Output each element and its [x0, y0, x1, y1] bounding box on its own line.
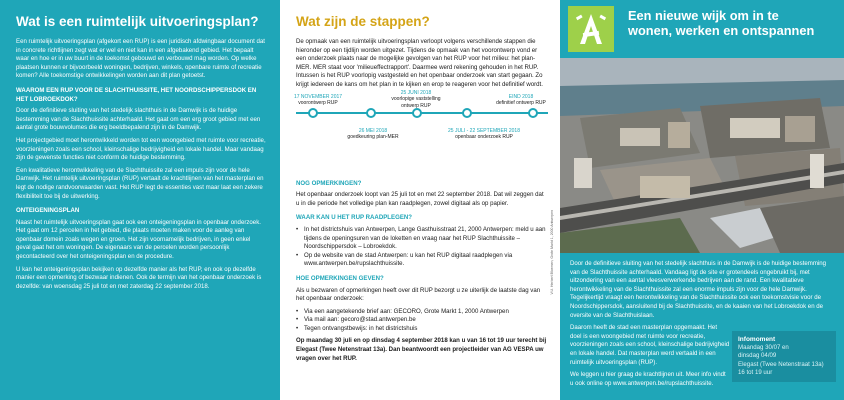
- panel1-plan-2: U kan het onteigeningsplan bekijken op dezelfde manier als het RUP, en ook op dezelfde manier een opmerking of bezwaar indienen. Ook de termijn van het openbaar onderzoek is dezelfde: van woensdag 25 juli tot en met zaterdag 22 september 2018.: [16, 265, 262, 290]
- panel2-title: Wat zijn de stappen?: [296, 14, 430, 29]
- timeline-line: [296, 112, 548, 114]
- panel3-title-line1: Een nieuwe wijk om in te: [628, 8, 779, 23]
- panel1-title: Wat is een ruimtelijk uitvoeringsplan?: [16, 14, 259, 29]
- panel1-heading-plan: ONTEIGENINGSPLAN: [16, 207, 80, 215]
- panel3-title-line2: wonen, werken en ontspannen: [628, 23, 815, 38]
- panel2-remarks: Het openbaar onderzoek loopt van 25 juli tot en met 22 september 2018. Dat wil zeggen dat u in die periode het volledige plan kan raadplegen, zowel digitaal als op papier.: [296, 191, 544, 207]
- how-item-mail: • Via mail aan: gecoro@stad.antwerpen.be: [296, 316, 548, 325]
- timeline-dot-1: [308, 108, 318, 118]
- timeline-step-4: [342, 128, 404, 141]
- timeline: [293, 89, 548, 174]
- panel2-heading-how: HOE OPMERKINGEN GEVEN?: [296, 274, 384, 282]
- how-list: [296, 308, 548, 334]
- timeline-dot-4: [462, 108, 472, 118]
- timeline-dot-3: [412, 108, 422, 118]
- panel-steps: [280, 0, 560, 400]
- timeline-step-3-date: EIND 2018: [508, 93, 534, 100]
- panel3-body-2: Daarom heeft de stad een masterplan opgemaakt. Het doel is een woongebied met ruimte voor recreatie, voorzieningen zoals een school, kleinschalige bedrijvigheid en lokale handel. Dat masterplan werd vertaald in een ruimtelijk uitvoeringsplan (RUP).: [570, 324, 730, 366]
- panel1-heading-why: WAAROM EEN RUP VOOR DE SLACHTHUISSITE, HET NOORDSCHIPPERSDOK EN HET LOBROEKDOK?: [16, 86, 257, 103]
- timeline-step-4-date: 26 MEI 2018: [358, 127, 388, 134]
- panel3-body: [560, 253, 844, 388]
- panel2-heading-where: WAAR KAN U HET RUP RAADPLEGEN?: [296, 214, 413, 222]
- panel2-intro: De opmaak van een ruimtelijk uitvoeringsplan verloopt volgens verschillende stappen die hieronder op een tijdlijn worden uitgezet. Tijdens de opmaak van het voorontwerp vond er een onderzoek plaats naar de mogelijke gevolgen van het RUP voor het milieu: het plan-MER. MER staat voor 'milieueffectrapport'. Daarmee werd rekening gehouden in het RUP. Intussen is het RUP voorlopig vastgesteld en het openbaar onderzoek van start gegaan. Zo krijgt iedereen de kans om het plan in te kijken en erop te reageren voor het definitief wordt.: [296, 38, 543, 88]
- panel3-header: [560, 0, 844, 58]
- timeline-step-1: [290, 94, 346, 107]
- infomoment-title: Infomoment: [738, 336, 776, 343]
- aerial-photo: [560, 58, 844, 253]
- infomoment-line-1: Maandag 30/07 en: [738, 344, 789, 351]
- panel1-plan-1: Naast het ruimtelijk uitvoeringsplan gaat ook een onteigeningsplan in openbaar onderzoek. Het gaat om 12 percelen in het gebied, die plaats moeten maken voor de aanleg van openbaar domein zoals wegen en groen. Het zijn voornamelijk bedrijven, in geen enkel geval gaat het om woningen. De eigenaars van de percelen worden persoonlijk gecontacteerd over het onteigeningsplan en de procedure.: [16, 218, 261, 261]
- panel3-title: [628, 8, 814, 38]
- timeline-step-4-label: goedkeuring plan-MER: [347, 134, 399, 141]
- panel-what-is-rup: [0, 0, 280, 400]
- where-item-website: • Op de website van de stad Antwerpen: u kan het RUP digitaal raadplegen via www.antwerpen.be/rupslachthuissite.: [296, 252, 548, 269]
- panel-new-neighbourhood: [560, 0, 844, 400]
- publisher-side-text: V.U. Herbert Bloemen, Grote Markt 1, 2000 Antwerpen: [550, 210, 554, 295]
- panel1-intro: Een ruimtelijk uitvoeringsplan (afgekort een RUP) is een juridisch afdwingbaar document dat in concrete richtlijnen zegt wat er wel en niet kan in een afgebakend gebied. Het bepaalt waar en hoe er in uw buurt in de toekomst gebouwd en verbouwd mag worden. Op welke plaatsen kunnen er bijvoorbeeld woningen, bedrijven, winkels, openbare ruimte of recreatie komen? Alle toekomstige ontwikkelingen worden aan dit plan getoetst.: [16, 38, 265, 80]
- timeline-step-5-date: 25 JULI - 22 SEPTEMBER 2018: [448, 127, 520, 134]
- how-item-letter: • Via een aangetekende brief aan: GECORO, Grote Markt 1, 2000 Antwerpen: [296, 308, 548, 317]
- infomoment-box: [732, 331, 836, 382]
- antwerpen-logo-icon: [568, 6, 614, 52]
- panel3-body-3: We leggen u hier graag de krachtlijnen uit. Meer info vindt u ook online op www.antwerpen.be/rupslachthuissite.: [570, 371, 726, 387]
- panel2-closing: Op maandag 30 juli en op dinsdag 4 september 2018 kan u van 16 tot 19 uur terecht bij Elegast (Twee Netenstraat 13a). Dan beantwoordt een projectleider van AG VESPA uw vragen over het RUP.: [296, 337, 547, 362]
- timeline-step-3: [492, 94, 550, 107]
- timeline-dot-2: [366, 108, 376, 118]
- timeline-step-1-date: 17 NOVEMBER 2017: [293, 93, 343, 100]
- infomoment-line-2: dinsdag 04/09: [738, 352, 777, 360]
- timeline-dot-5: [528, 108, 538, 118]
- panel2-heading-remarks: NOG OPMERKINGEN?: [296, 179, 362, 187]
- panel3-body-1: Door de definitieve sluiting van het stedelijk slachthuis in de Damwijk is de huidige bestemming van de Slachthuissite achterhaald. Vandaag ligt de site er grotendeels ongebruikt bij, met uitzondering van een aantal vleesverwerkende bedrijven aan de rand. Een kwalitatieve herontwikkeling van de Slachthuissite zal een enorme impuls zijn voor de hele Damwijk. Tegelijkertijd vraagt een herontwikkeling van de Slachthuissite ook een toekomstvisie voor de Noordschippersdok, aansluitend bij de Slachthuissite, en de kaaien van het Lobroekdok en de oversite van de Slachthuislaan.: [570, 260, 827, 319]
- panel1-why-2: Het projectgebied moet herontwikkeld worden tot een woongebied met ruimte voor recreatie, voorzieningen zoals een school, kleinschalige bedrijvigheid en lokale handel. Maar vandaag zijn de gewenste functies niet conform de huidige bestemming.: [16, 136, 266, 162]
- panel2-how-intro: Als u bezwaren of opmerkingen heeft over dit RUP bezorgt u ze uiterlijk de laatste dag van het openbaar onderzoek:: [296, 286, 541, 303]
- timeline-step-5-label: openbaar onderzoek RUP: [455, 134, 513, 141]
- timeline-step-2-label: voorlopige vaststelling ontwerp RUP: [391, 96, 441, 109]
- timeline-step-1-label: voorontwerp RUP: [298, 100, 338, 107]
- timeline-step-3-label: definitief ontwerp RUP: [496, 100, 546, 107]
- where-item-districtshuis: • In het districtshuis van Antwerpen, Lange Gasthuisstraat 21, 2000 Antwerpen: meld u aan tijdens de openingsuren van de loketten en vraag naar het RUP Slachthuissite – Noordschippersdok – Lobroekdok.: [296, 226, 548, 252]
- panel1-why-3: Een kwalitatieve herontwikkeling van de Slachthuissite zal een impuls zijn voor de hele Damwijk. Het ruimtelijk uitvoeringsplan (RUP) vertaalt de krachtlijnen van het masterplan en legt de nodige randvoorwaarden vast. Het RUP legt de essenties vast maar laat een zekere flexibiliteit toe bij de uitwerking.: [16, 166, 264, 200]
- panel1-why-1: Door de definitieve sluiting van het stedelijk slachthuis in de Damwijk is de huidige bestemming van de Slachthuissite achterhaald. Het gaat om een erg groot gebied met een aantal grote bouwvolumes die erg beeldbepalend zijn in de Damwijk.: [16, 107, 261, 132]
- timeline-step-5: [446, 128, 522, 141]
- infomoment-line-3: Elegast (Twee Netenstraat 13a): [738, 360, 824, 368]
- where-list: [296, 226, 548, 269]
- timeline-step-2: [386, 90, 446, 110]
- how-item-receipt: • Tegen ontvangstbewijs: in het districtshuis: [296, 325, 548, 334]
- timeline-step-2-date: 25 JUNI 2018: [400, 89, 432, 96]
- infomoment-line-4: 16 tot 19 uur: [738, 369, 773, 377]
